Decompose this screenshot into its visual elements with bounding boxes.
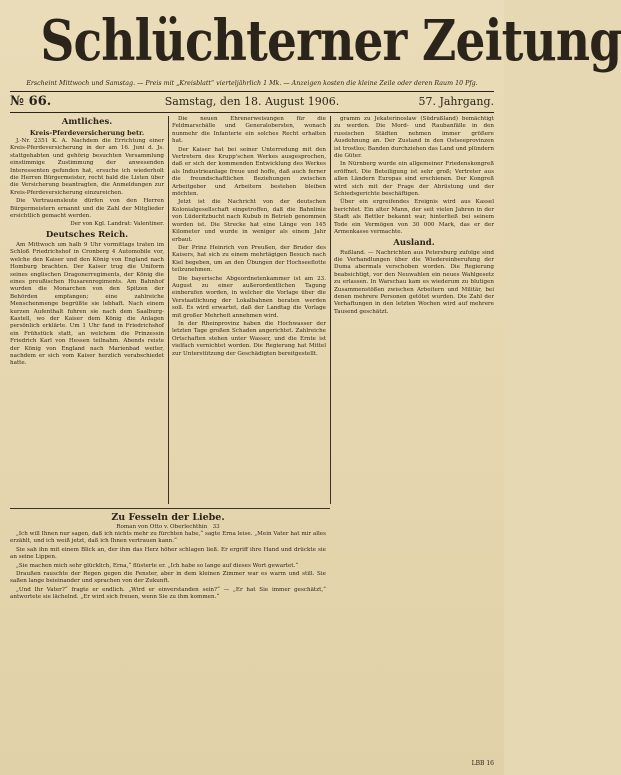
paragraph: Die neuen Ehrenerweisungen für die Feldmarschälle und Generalobersten, wonach nunmehr die Infanterie ein solches Recht erhalten hat. bbox=[172, 116, 326, 145]
section-heading: Ausland. bbox=[393, 237, 435, 248]
paragraph: J.-Nr. 2351 K. A. Nachdem die Errichtung einer Kreis-Pferdeversicherung in der am 16. Juni d. Js. stattgehabten und gehörig besuchten Versammlung einstimmige Zustimmung der anwesenden Interessenten gefunden hat, ersuche ich wiederholt die Herren Bürgermeister, recht bald die Listen über die Versicherung beantragten, die Anmeldungen zur Kreis-Pferdeversicherung einzureichen. bbox=[10, 138, 164, 196]
section-heading: Deutsches Reich. bbox=[45, 229, 129, 240]
paragraph: „Sie machen mich sehr glücklich, Erna,“ flüsterte er. „Ich habe so lange auf dieses Wort gewartet.“ bbox=[16, 562, 299, 569]
paragraph: In der Rheinprovinz haben die Hochwasser der letzten Tage großen Schaden angerichtet. Zahlreiche Ortschaften stehen unter Wasser, und die Ernte ist vielfach vernichtet worden. Die Regierung hat Mittel zur Unterstützung der Geschädigten bereitgestellt. bbox=[172, 320, 326, 357]
column-divider bbox=[330, 116, 331, 504]
section-heading: Amtliches. bbox=[61, 117, 113, 127]
paragraph: „Und Ihr Vater?“ fragte er endlich. „Wird er einverstanden sein?“ — „Er hat Sie immer geschätzt,“ antwortete sie lächelnd. „Er wird sich freuen, wenn Sie zu ihm kommen.“ bbox=[10, 586, 326, 601]
paragraph: Am Mittwoch um halb 9 Uhr vormittags traten im Schloß Friedrichshof in Cronberg 4 Automobile vor, welche den Kaiser und den König von England nach Homburg brachten. Der Kaiser trug die Uniform seines englischen Dragonerregiments, der König die eines preußischen Husarenregiments. Am Bahnhof wurden die Monarchen von den Spitzen der Behörden empfangen; eine zahlreiche Menschenmenge begrüßte sie lebhaft. Nach einem kurzen Aufenthalt fuhren sie nach dem Saalburg-Kastell, wo der Kaiser dem König die Anlagen persönlich erklärte. Um 1 Uhr fand in Friedrichshof ein Frühstück statt, an welchem die Prinzessin Friedrich Karl von Hessen teilnahm. Abends reiste der König von England nach Marienbad weiter, nachdem er sich vom Kaiser herzlich verabschiedet hatte. bbox=[10, 241, 164, 367]
issue-number: № 66. bbox=[10, 94, 52, 109]
paragraph: In Nürnberg wurde ein allgemeiner Friedenskongreß eröffnet. Die Beteiligung ist sehr groß; Vertreter aus allen Ländern Europas sind erschienen. Der Kongreß wird sich mit der Frage der Abrüstung und der Schiedsgerichte beschäftigen. bbox=[334, 161, 494, 198]
paragraph: Die bayerische Abgeordnetenkammer ist am 23. August zu einer außerordentlichen Tagung einberufen worden, in welcher die Vorlage über die Verstaatlichung der Lokalbahnen beraten werden soll. Es wird erwartet, daß der Landtag die Vorlage mit großer Mehrheit annehmen wird. bbox=[172, 275, 326, 319]
paragraph: „Ich will Ihnen nur sagen, daß ich nichts mehr zu fürchten habe,“ sagte Erna leise. „Mein Vater hat mir alles erzählt, und ich weiß jetzt, daß ich Ihnen vertrauen kann.“ bbox=[10, 531, 326, 545]
issue-date: Samstag, den 18. August 1906. bbox=[164, 95, 340, 108]
column-3 bbox=[334, 116, 494, 756]
paragraph: gramm zu Jekaterinoslaw (Südrußland) bemächtigt zu werden. Die Mord- und Raubanfälle in den russischen Städten nehmen immer größere Ausdehnung an. Der Zustand in den Ostseeprovinzen ist trostlos; Banden durchziehen das Land und plündern die Güter. bbox=[334, 116, 494, 160]
masthead: Schlüchterner Zeitung bbox=[40, 8, 621, 74]
bottom-rule bbox=[10, 112, 494, 113]
paragraph: Rußland. — Nachrichten aus Petersburg zufolge sind die Verhandlungen über die Wiedereinberufung der Duma abermals verschoben worden. Die Regierung beabsichtigt, vor den Neuwahlen ein neues Wahlgesetz zu erlassen. In Warschau kam es wiederum zu blutigen Zusammenstößen zwischen Arbeitern und Militär, bei denen mehrere Personen getötet wurden. Die Zahl der Verhaftungen in den letzten Wochen wird auf mehrere Tausend geschätzt. bbox=[334, 249, 494, 315]
top-rule bbox=[10, 91, 494, 92]
article-heading: Kreis-Pferdeversicherung betr. bbox=[29, 129, 145, 137]
serial-title: Zu Fesseln der Liebe. bbox=[111, 512, 225, 523]
paragraph: Draußen rauschte der Regen gegen die Fenster, aber in dem kleinen Zimmer war es warm und still. Sie saßen lange beieinander und sprachen von der Zukunft. bbox=[10, 571, 326, 585]
page-marker: LBB 16 bbox=[471, 760, 494, 767]
issue-bar bbox=[10, 94, 494, 110]
paragraph: Jetzt ist die Nachricht von der deutschen Kolonialgesellschaft eingetroffen, daß die Bahnlinie von Lüderitzbucht nach Kubub in Betrieb genommen worden ist. Die Strecke hat eine Länge von 145 Kilometer und wurde in weniger als einem Jahr erbaut. bbox=[172, 199, 326, 243]
paragraph: Der Prinz Heinrich von Preußen, der Bruder des Kaisers, hat sich zu einem mehrtägigen Besuch nach Kiel begeben, um an den Übungen der Hochseeflotte teilzunehmen. bbox=[172, 244, 326, 274]
feuilleton-rule bbox=[10, 508, 330, 509]
column-1 bbox=[10, 116, 164, 504]
serial-novel bbox=[10, 512, 326, 757]
paragraph: Über ein ergreifendes Ereignis wird aus Kassel berichtet. Ein alter Mann, der seit vielen Jahren in der Stadt als Bettler bekannt war, hinterließ bei seinem Tode ein Vermögen von 30 000 Mark, das er der Armenkasse vermachte. bbox=[334, 199, 494, 236]
serial-number: 33 bbox=[212, 524, 220, 530]
volume-year: 57. Jahrgang. bbox=[418, 95, 494, 108]
column-2 bbox=[172, 116, 326, 504]
paragraph: Der Kaiser hat bei seiner Unterredung mit den Vertretern des Krupp'schen Werkes ausgesprochen, daß er sich der kommenden Entwicklung des Werkes als Industrieanlage freue und hoffe, daß auch ferner die freundschaftlichen Beziehungen zwischen Arbeitgeber und Arbeitern bestehen bleiben möchten. bbox=[172, 146, 326, 198]
signature: Der von Kgl. Landrat: Valentiner. bbox=[70, 221, 164, 228]
subscription-line: Erscheint Mittwoch und Samstag. — Preis mit „Kreisblatt“ vierteljährlich 1 Mk. — Anzeigen kosten die kleine Zeile oder deren Raum 10 Pfg. bbox=[26, 80, 478, 87]
column-divider bbox=[168, 116, 169, 504]
serial-author: Roman von Otto v. Oberlechthin 33 bbox=[116, 524, 220, 530]
paragraph: Sie sah ihn mit einem Blick an, der ihm das Herz höher schlagen ließ. Er ergriff ihre Hand und drückte sie an seine Lippen. bbox=[10, 546, 326, 561]
paragraph: Die Vertrauensleute dürfen von den Herren Bürgermeistern ernannt und die Zahl der Mitglieder ersichtlich gemacht werden. bbox=[10, 198, 164, 220]
